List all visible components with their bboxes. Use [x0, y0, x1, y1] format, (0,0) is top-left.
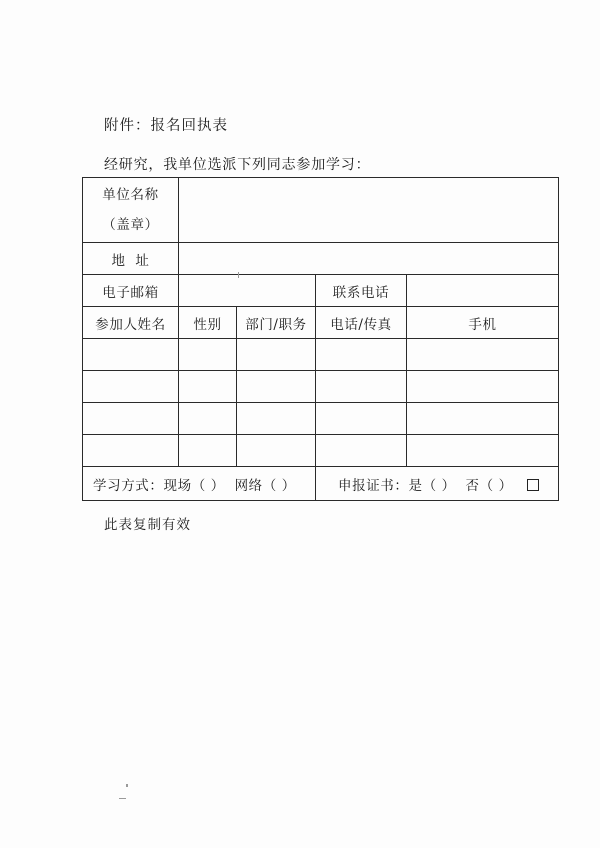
study-mode-text: 学习方式：现场（ ） 网络（ ）: [93, 477, 296, 494]
checkbox-icon[interactable]: [527, 479, 539, 491]
cell-name[interactable]: [83, 371, 179, 403]
header-phone-fax: 电话/传真: [316, 307, 407, 339]
participant-row: [83, 339, 559, 371]
contact-phone-label: 联系电话: [316, 275, 407, 307]
scan-mark: [119, 798, 126, 799]
address-field[interactable]: [179, 243, 559, 275]
participant-row: [83, 371, 559, 403]
cell-phone-fax[interactable]: [316, 339, 407, 371]
address-label: 地 址: [83, 243, 179, 275]
header-gender: 性别: [179, 307, 237, 339]
certificate-cell: [316, 467, 559, 501]
cell-department[interactable]: [237, 435, 316, 467]
study-mode-cell: [83, 467, 316, 501]
address-row: [83, 243, 559, 275]
email-field[interactable]: [179, 275, 316, 307]
attachment-title: 附件：报名回执表: [104, 118, 228, 134]
cell-gender[interactable]: [179, 371, 237, 403]
email-label: 电子邮箱: [83, 275, 179, 307]
cell-name[interactable]: [83, 403, 179, 435]
unit-name-label-cell: [83, 178, 179, 243]
cell-mobile[interactable]: [407, 371, 559, 403]
email-row: [83, 275, 559, 307]
scan-mark: [126, 784, 128, 787]
scan-mark: [238, 272, 239, 278]
header-department: 部门/职务: [237, 307, 316, 339]
footer-row: [83, 467, 559, 501]
header-row: [83, 307, 559, 339]
header-mobile: 手机: [407, 307, 559, 339]
cell-mobile[interactable]: [407, 403, 559, 435]
registration-form-table: [82, 177, 559, 501]
cell-gender[interactable]: [179, 339, 237, 371]
cell-department[interactable]: [237, 339, 316, 371]
footnote: 此表复制有效: [104, 517, 191, 533]
cell-phone-fax[interactable]: [316, 403, 407, 435]
certificate-text: 申报证书：是（ ） 否（ ）: [338, 477, 513, 494]
unit-row: [83, 178, 559, 243]
seal-label: （盖章）: [102, 217, 159, 233]
participant-row: [83, 403, 559, 435]
intro-text: 经研究，我单位选派下列同志参加学习：: [104, 157, 371, 173]
cell-gender[interactable]: [179, 403, 237, 435]
cell-name[interactable]: [83, 339, 179, 371]
cell-department[interactable]: [237, 403, 316, 435]
cell-mobile[interactable]: [407, 435, 559, 467]
cell-name[interactable]: [83, 435, 179, 467]
cell-phone-fax[interactable]: [316, 371, 407, 403]
cell-department[interactable]: [237, 371, 316, 403]
unit-name-field[interactable]: [179, 178, 559, 243]
cell-phone-fax[interactable]: [316, 435, 407, 467]
participant-row: [83, 435, 559, 467]
unit-name-label: 单位名称: [102, 187, 159, 203]
header-name: 参加人姓名: [83, 307, 179, 339]
cell-mobile[interactable]: [407, 339, 559, 371]
contact-phone-field[interactable]: [407, 275, 559, 307]
cell-gender[interactable]: [179, 435, 237, 467]
